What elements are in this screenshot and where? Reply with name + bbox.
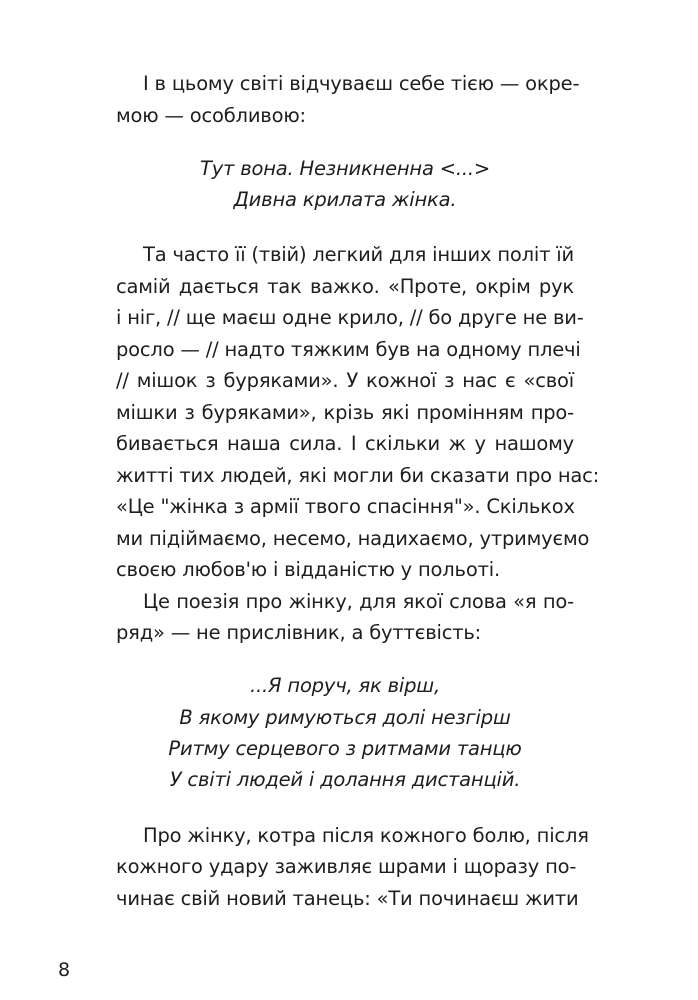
verse-line: В якому римуються долі незгірш bbox=[179, 706, 511, 729]
paragraph-line: житті тих людей, які могли би сказати про нас: bbox=[116, 464, 600, 487]
paragraph-line: кожного удару заживляє шрами і щоразу по- bbox=[116, 855, 577, 878]
paragraph-line: і ніг, // ще маєш одне крило, // бо друге не ви- bbox=[116, 306, 584, 329]
paragraph-line: «Це "жінка з армії твого спасіння"». Скількох bbox=[116, 495, 575, 518]
paragraph-line: мою — особливою: bbox=[116, 104, 306, 127]
paragraph-line: // мішок з буряками». У кожної з нас є «свої bbox=[116, 369, 574, 392]
paragraph-line: Про жінку, котра після кожного болю, після bbox=[143, 824, 589, 847]
verse-line: У світі людей і долання дистанцій. bbox=[169, 768, 521, 791]
paragraph-line: своєю любов'ю і відданістю у польоті. bbox=[116, 558, 500, 581]
verse-line: ...Я поруч, як вірш, bbox=[250, 674, 440, 697]
paragraph-line: І в цьому світі відчуваєш себе тією — окре- bbox=[143, 72, 580, 95]
paragraph-line: ми підіймаємо, несемо, надихаємо, утримуємо bbox=[116, 527, 590, 550]
page-number: 8 bbox=[58, 959, 71, 981]
verse-line: Тут вона. Незникненна <...> bbox=[199, 157, 491, 180]
paragraph-line: Це поезія про жінку, для якої слова «я по- bbox=[143, 590, 574, 613]
paragraph-line: ряд» — не прислівник, а буттєвість: bbox=[116, 621, 482, 644]
verse-line: Дивна крилата жінка. bbox=[233, 188, 457, 211]
paragraph-line: мішки з буряками», крізь які промінням про- bbox=[116, 401, 574, 424]
paragraph-line: чинає свій новий танець: «Ти починаєш жити bbox=[116, 887, 579, 910]
paragraph-line: самій дається так важко. «Проте, окрім рук bbox=[116, 275, 574, 298]
paragraph-line: росло — // надто тяжким був на одному плечі bbox=[116, 338, 581, 361]
paragraph-line: Та часто її (твій) легкий для інших політ їй bbox=[143, 243, 574, 266]
paragraph-line: бивається наша сила. І скільки ж у нашому bbox=[116, 432, 574, 455]
verse-line: Ритму серцевого з ритмами танцю bbox=[168, 737, 522, 760]
